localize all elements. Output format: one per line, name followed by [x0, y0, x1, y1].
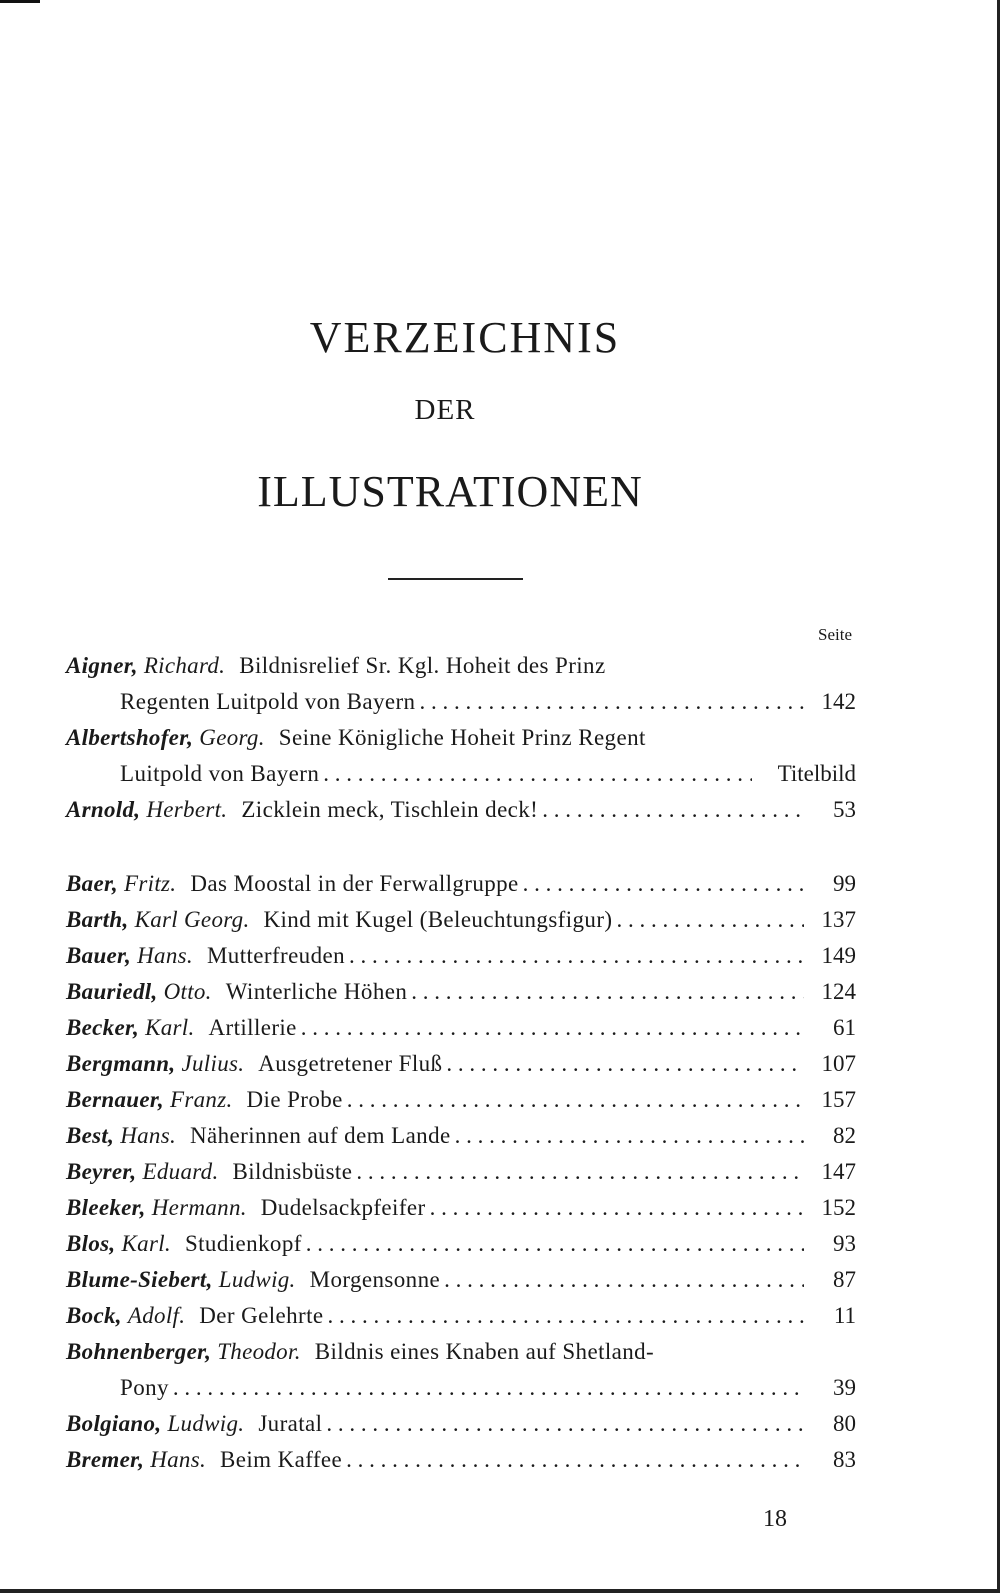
artist-name: Bauer, Hans.: [66, 943, 193, 968]
heading-title: VERZEICHNIS: [309, 313, 621, 362]
artist-name: Blume-Siebert, Ludwig.: [66, 1267, 296, 1292]
artist-name: Bauriedl, Otto.: [66, 979, 212, 1004]
index-entry: [66, 1442, 856, 1478]
work-title: Kind mit Kugel (Beleuchtungsfigur): [263, 907, 613, 932]
illustration-index: [66, 648, 856, 1478]
page-ref: 93: [833, 1231, 856, 1256]
page-ref: 157: [821, 1087, 856, 1112]
dot-leader: [411, 974, 804, 1010]
page-ref: 107: [821, 1051, 856, 1076]
work-title: Dudelsackpfeifer: [260, 1195, 426, 1220]
column-header-seite: Seite: [818, 625, 852, 644]
dot-leader: [542, 792, 804, 828]
dot-leader: [444, 1262, 804, 1298]
page-ref: 39: [833, 1375, 856, 1400]
work-title: Juratal: [258, 1411, 323, 1436]
page-ref: 53: [833, 797, 856, 822]
work-title: Winterliche Höhen: [225, 979, 408, 1004]
index-entry: [66, 648, 856, 684]
artist-name: Bock, Adolf.: [66, 1303, 186, 1328]
scan-mark: [0, 0, 40, 3]
work-title: Bildnisrelief Sr. Kgl. Hoheit des Prinz: [239, 653, 606, 678]
artist-name: Bohnenberger, Theodor.: [66, 1339, 301, 1364]
work-title-continued: Regenten Luitpold von Bayern: [120, 689, 416, 714]
artist-name: Baer, Fritz.: [66, 871, 177, 896]
divider-rule: [388, 578, 523, 580]
artist-name: Becker, Karl.: [66, 1015, 195, 1040]
dot-leader: [430, 1190, 804, 1226]
artist-name: Bleeker, Hermann.: [66, 1195, 247, 1220]
work-title: Der Gelehrte: [199, 1303, 324, 1328]
page-ref: 11: [833, 1303, 856, 1328]
page-ref: 152: [821, 1195, 856, 1220]
index-entry-continuation: [66, 684, 856, 720]
artist-name: Arnold, Herbert.: [66, 797, 228, 822]
dot-leader: [326, 1406, 804, 1442]
artist-name: Beyrer, Eduard.: [66, 1159, 219, 1184]
dot-leader: [616, 902, 804, 938]
page-ref: Titelbild: [777, 761, 856, 786]
index-entry: [66, 1154, 856, 1190]
index-entry: [66, 1262, 856, 1298]
index-entry: [66, 1190, 856, 1226]
artist-name: Blos, Karl.: [66, 1231, 171, 1256]
dot-leader: [301, 1010, 804, 1046]
dot-leader: [173, 1370, 804, 1406]
index-entry-continuation: [66, 1370, 856, 1406]
artist-name: Barth, Karl Georg.: [66, 907, 250, 932]
index-entry: [66, 1298, 856, 1334]
artist-name: Best, Hans.: [66, 1123, 177, 1148]
dot-leader: [327, 1298, 804, 1334]
page-ref: 142: [821, 689, 856, 714]
page-ref: 80: [833, 1411, 856, 1436]
index-entry: [66, 974, 856, 1010]
artist-name: Aigner, Richard.: [66, 653, 226, 678]
artist-name: Bolgiano, Ludwig.: [66, 1411, 245, 1436]
page-number: 18: [763, 1506, 787, 1532]
page-ref: 147: [821, 1159, 856, 1184]
index-entry: [66, 720, 856, 756]
index-entry: [66, 1082, 856, 1118]
work-title-continued: Pony: [120, 1375, 169, 1400]
page-ref: 149: [821, 943, 856, 968]
dot-leader: [523, 866, 804, 902]
work-title: Bildnisbüste: [232, 1159, 353, 1184]
artist-name: Bergmann, Julius.: [66, 1051, 245, 1076]
page-ref: 87: [833, 1267, 856, 1292]
dot-leader: [356, 1154, 804, 1190]
index-entry: [66, 866, 856, 902]
scan-edge-bottom: [0, 1589, 1000, 1593]
dot-leader: [347, 1082, 804, 1118]
index-entry: [66, 902, 856, 938]
page-ref: 137: [821, 907, 856, 932]
heading-title-2: ILLUSTRATIONEN: [257, 467, 643, 516]
work-title: Bildnis eines Knaben auf Shetland-: [314, 1339, 655, 1364]
work-title: Zicklein meck, Tischlein deck!: [241, 797, 539, 822]
dot-leader: [349, 938, 804, 974]
page-ref: 99: [833, 871, 856, 896]
work-title-continued: Luitpold von Bayern: [120, 761, 320, 786]
page-ref: 83: [833, 1447, 856, 1472]
work-title: Morgensonne: [309, 1267, 441, 1292]
work-title: Beim Kaffee: [220, 1447, 343, 1472]
section-gap: [66, 828, 856, 866]
dot-leader: [419, 684, 804, 720]
work-title: Die Probe: [246, 1087, 343, 1112]
dot-leader: [446, 1046, 804, 1082]
index-entry: [66, 792, 856, 828]
artist-name: Albertshofer, Georg.: [66, 725, 265, 750]
artist-name: Bernauer, Franz.: [66, 1087, 233, 1112]
work-title: Ausgetretener Fluß: [258, 1051, 443, 1076]
index-entry: [66, 1334, 856, 1370]
index-entry: [66, 938, 856, 974]
artist-name: Bremer, Hans.: [66, 1447, 207, 1472]
heading-subtitle: DER: [414, 394, 476, 426]
page-ref: 61: [833, 1015, 856, 1040]
index-entry-continuation: [66, 756, 856, 792]
work-title: Das Moostal in der Ferwallgruppe: [190, 871, 519, 896]
work-title: Näherinnen auf dem Lande: [190, 1123, 451, 1148]
dot-leader: [455, 1118, 804, 1154]
work-title: Artillerie: [208, 1015, 297, 1040]
page-ref: 82: [833, 1123, 856, 1148]
index-entry: [66, 1010, 856, 1046]
dot-leader: [346, 1442, 804, 1478]
page-ref: 124: [821, 979, 856, 1004]
dot-leader: [306, 1226, 804, 1262]
work-title: Seine Königliche Hoheit Prinz Regent: [278, 725, 646, 750]
index-entry: [66, 1118, 856, 1154]
dot-leader: [323, 756, 752, 792]
work-title: Studienkopf: [184, 1231, 302, 1256]
work-title: Mutterfreuden: [206, 943, 345, 968]
index-entry: [66, 1046, 856, 1082]
index-entry: [66, 1226, 856, 1262]
index-entry: [66, 1406, 856, 1442]
